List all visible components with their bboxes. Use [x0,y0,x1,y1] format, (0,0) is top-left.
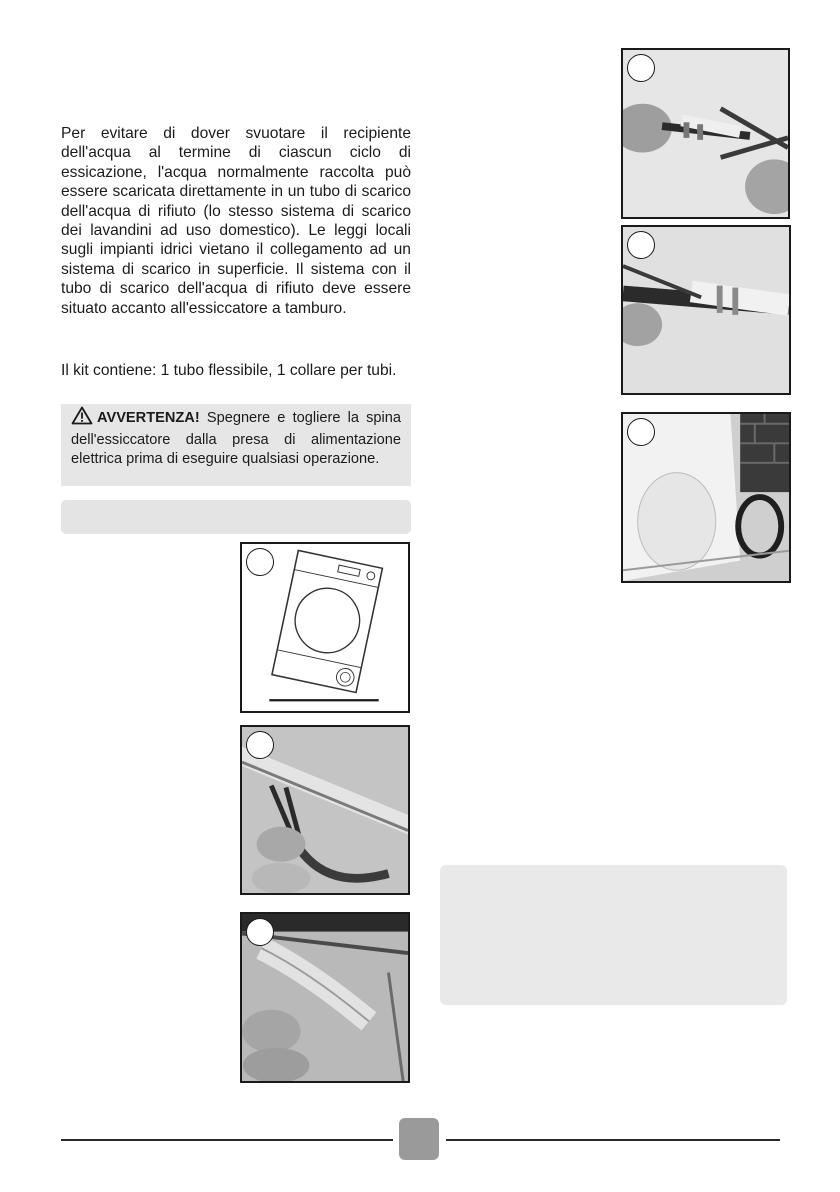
warning-title: AVVERTENZA! [97,410,200,426]
step-image-5 [621,225,791,395]
step-number-badge [246,731,274,759]
step-number-badge [246,548,274,576]
intro-paragraph: Per evitare di dover svuotare il recipiente dell'acqua al termine di ciascun ciclo di essicazione, l'acqua normalmente raccolta può essere scaricata direttamente in un tubo di scarico dell'acqua di rifiuto (lo stesso sistema di scarico dei lavandini ad uso domestico). Le leggi locali sugli impianti idrici vietano il collegamento ad un sistema di scarico in superficie. Il sistema con il tubo di scarico dell'acqua di rifiuto deve essere situato accanto all'essiccatore a tamburo. [61,125,411,317]
step-image-6 [621,412,791,583]
step-number-badge [627,231,655,259]
page-number-tab [399,1118,439,1160]
step-number-badge [627,418,655,446]
step-number-badge [627,54,655,82]
footer-rule-right [446,1139,780,1141]
step-image-3 [240,912,410,1083]
step-image-4 [621,48,790,219]
warning-box [61,404,411,486]
note-box [440,865,787,1005]
step-image-2 [240,725,410,895]
step-image-1 [240,542,410,713]
warning-text: Spegnere e togliere la spina dell'essiccatore dalla presa di alimentazione elettrica prima di eseguire qualsiasi operazione. [71,410,401,468]
step-number-badge [246,918,274,946]
kit-contents-text: Il kit contiene: 1 tubo flessibile, 1 collare per tubi. [61,362,397,379]
section-heading-bar [61,500,411,534]
footer-rule-left [61,1139,393,1141]
warning-triangle-icon [71,406,93,431]
